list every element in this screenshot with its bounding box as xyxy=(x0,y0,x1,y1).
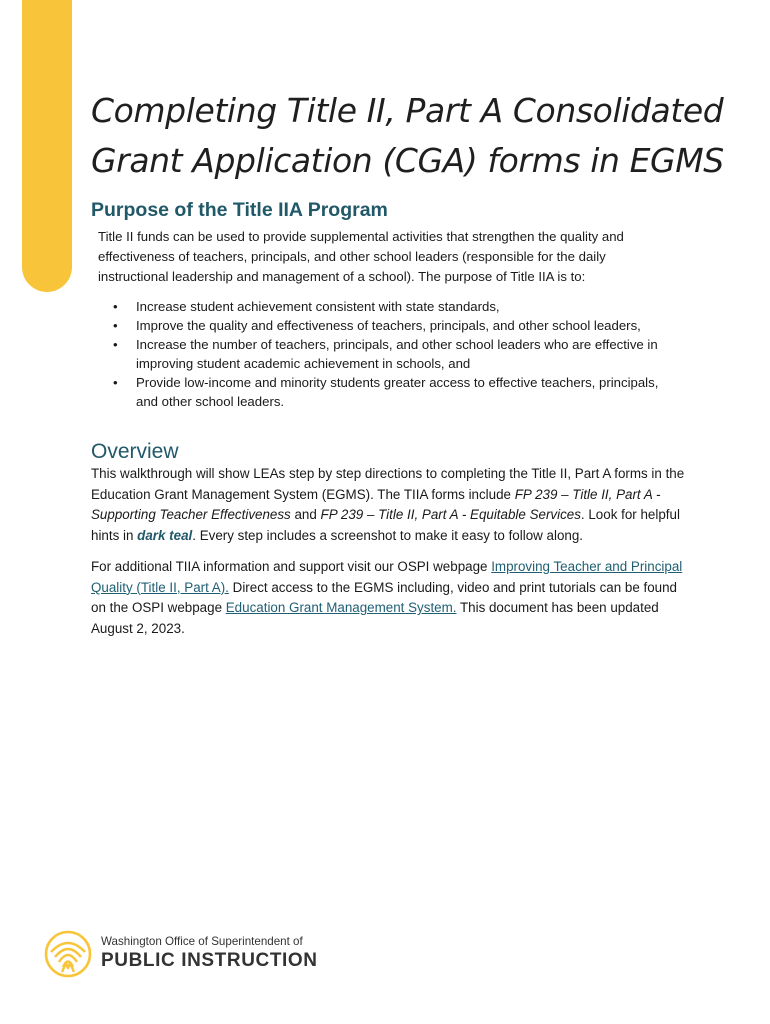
list-item xyxy=(98,335,683,373)
bullet-text: Improve the quality and effectiveness of teachers, principals, and other school leaders, xyxy=(136,318,641,333)
egms-link[interactable]: Education Grant Management System. xyxy=(225,600,457,616)
overview-text: . Look for helpful hints in xyxy=(91,507,680,544)
overview-heading: Overview xyxy=(91,440,179,463)
title-line-2: Grant Application (CGA) forms in EGMS xyxy=(91,141,724,180)
bullet-text: Increase the number of teachers, principals, and other school leaders who are effective in improving student academic achievement in schools, and xyxy=(136,337,658,371)
list-item xyxy=(98,373,683,411)
overview-text: and xyxy=(290,507,321,523)
bullet-text: Increase student achievement consistent with state standards, xyxy=(136,299,500,314)
bullet-text: Provide low-income and minority students greater access to effective teachers, principals, and other school leaders. xyxy=(136,375,659,409)
title-line-1: Completing Title II, Part A Consolidated xyxy=(91,91,724,130)
form-name-1: FP 239 – Title II, Part A - Supporting Teacher Effectiveness xyxy=(91,486,661,523)
bullet-icon: • xyxy=(113,318,118,333)
accent-bar xyxy=(22,0,72,292)
overview-paragraph-1 xyxy=(91,464,691,547)
org-name-line-1: Washington Office of Superintendent of xyxy=(101,935,303,948)
org-name-line-2: PUBLIC INSTRUCTION xyxy=(101,950,318,971)
ospi-logo-icon xyxy=(44,930,92,978)
purpose-bullet-list xyxy=(98,297,683,411)
purpose-paragraph: Title II funds can be used to provide supplemental activities that strengthen the quality and effectiveness of teachers, principals, and other school leaders (responsible for the daily instructional leadership and management of a school). The purpose of Title IIA is to: xyxy=(98,229,624,284)
overview-text: This walkthrough will show LEAs step by step directions to completing the Title II, Part A forms in the Education Grant Management System (EGMS). The TIIA forms include xyxy=(91,466,685,502)
form-name-2: FP 239 – Title II, Part A - Equitable Services xyxy=(320,507,581,523)
document-title xyxy=(91,86,731,186)
overview-text: Direct access to the EGMS including, video and print tutorials can be found on the OSPI webpage xyxy=(91,579,678,616)
purpose-heading: Purpose of the Title IIA Program xyxy=(91,199,388,221)
overview-text: For additional TIIA information and support visit our OSPI webpage xyxy=(91,559,492,574)
overview-text: . Every step includes a screenshot to make it easy to follow along. xyxy=(192,528,584,544)
overview-paragraph-2 xyxy=(91,557,691,640)
list-item xyxy=(98,297,683,316)
teacher-quality-link[interactable]: Improving Teacher and Principal Quality (Title II, Part A). xyxy=(91,559,683,595)
bullet-icon: • xyxy=(113,375,118,390)
hint-color-label: dark teal xyxy=(137,528,193,544)
list-item xyxy=(98,316,683,335)
bullet-icon: • xyxy=(113,337,118,352)
overview-text: This document has been updated August 2, 2023. xyxy=(91,600,659,637)
bullet-icon: • xyxy=(113,299,118,314)
